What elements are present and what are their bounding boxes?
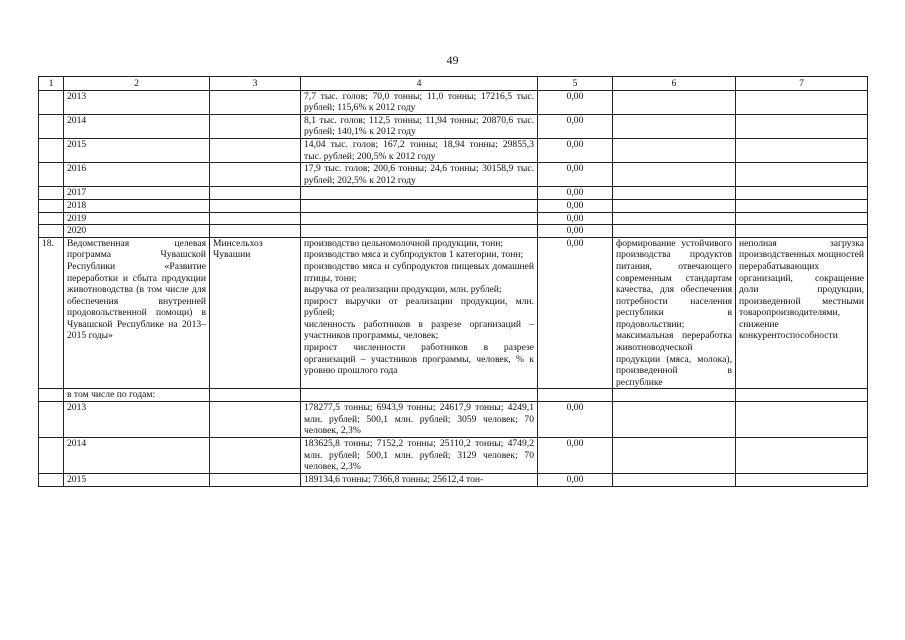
amount-cell: 0,00 bbox=[538, 138, 613, 162]
amount-cell: 0,00 bbox=[538, 438, 613, 474]
table-row bbox=[39, 212, 868, 225]
page-number: 49 bbox=[446, 53, 459, 67]
indicator-line: прирост численности работников в разрезе организаций – участников программы, человек, % к уровню прошлого года bbox=[304, 342, 534, 377]
program-row bbox=[39, 237, 868, 389]
table-row bbox=[39, 90, 868, 114]
indicators-cell bbox=[301, 187, 538, 200]
indicator-line: производство мяса и субпродуктов пищевых домашней птицы, тонн; bbox=[304, 260, 534, 284]
indicators-cell bbox=[301, 225, 538, 238]
header-col-1: 1 bbox=[39, 77, 64, 91]
indicators-cell: 189134,6 тонны; 7366,8 тонны; 25612,4 тон- bbox=[301, 474, 538, 487]
amount-cell: 0,00 bbox=[538, 474, 613, 487]
indicators-cell: 17,9 тыс. голов; 200,6 тонны; 24,6 тонны; 30158,9 тыс. рублей; 202,5% к 2012 году bbox=[301, 163, 538, 187]
program-result: формирование устойчивого производства продуктов питания, отвечающего современным стандартам качества, для обеспечения потребности населения республики в продовольствии; максимальная переработка животноводческой продукции (мяса, молока), произведенной в республике bbox=[613, 237, 736, 389]
table-row bbox=[39, 163, 868, 187]
header-col-7: 7 bbox=[736, 77, 868, 91]
amount-cell: 0,00 bbox=[538, 90, 613, 114]
indicator-line: численность работников в разрезе организаций – участников программы, человек; bbox=[304, 318, 534, 342]
table-row bbox=[39, 225, 868, 238]
table-row bbox=[39, 199, 868, 212]
table-row bbox=[39, 474, 868, 487]
by-years-row bbox=[39, 389, 868, 402]
header-row bbox=[39, 77, 868, 91]
year-cell: 2020 bbox=[64, 225, 210, 238]
year-cell: 2015 bbox=[64, 474, 210, 487]
header-col-5: 5 bbox=[538, 77, 613, 91]
indicator-line: выручка от реализации продукции, млн. рублей; bbox=[304, 284, 502, 296]
indicators-cell: 183625,8 тонны; 7152,2 тонны; 25110,2 тонны; 4749,2 млн. рублей; 500,1 млн. рублей; 3129 человек; 70 человек, 2,3% bbox=[301, 438, 538, 474]
indicators-cell: 178277,5 тонны; 6943,9 тонны; 24617,9 тонны; 4249,1 млн. рублей; 500,1 млн. рублей; 3059 человек; 70 человек, 2,3% bbox=[301, 402, 538, 438]
program-indicators bbox=[301, 237, 538, 389]
year-cell: 2016 bbox=[64, 163, 210, 187]
amount-cell: 0,00 bbox=[538, 114, 613, 138]
indicators-cell bbox=[301, 199, 538, 212]
indicator-line: прирост выручки от реализации продукции, млн. рублей; bbox=[304, 295, 534, 319]
program-risks: неполная загрузка производственных мощностей перерабатывающих организаций, сокращение доли продукции, произведенной местными товаропроизводителями, снижение конкурентоспособности bbox=[736, 237, 868, 389]
year-cell: 2013 bbox=[64, 402, 210, 438]
year-cell: 2013 bbox=[64, 90, 210, 114]
header-col-6: 6 bbox=[613, 77, 736, 91]
table-row bbox=[39, 402, 868, 438]
amount-cell: 0,00 bbox=[538, 402, 613, 438]
year-cell: 2017 bbox=[64, 187, 210, 200]
indicators-cell: 14,04 тыс. голов; 167,2 тонны; 18,94 тонны; 29855,3 тыс. рублей; 200,5% к 2012 году bbox=[301, 138, 538, 162]
header-col-3: 3 bbox=[210, 77, 301, 91]
indicator-line: производство цельномолочной продукции, тонн; bbox=[304, 237, 504, 249]
indicators-cell bbox=[301, 212, 538, 225]
amount-cell: 0,00 bbox=[538, 225, 613, 238]
amount-cell: 0,00 bbox=[538, 199, 613, 212]
indicator-line: производство мяса и субпродуктов 1 категории, тонн; bbox=[304, 249, 524, 261]
table-row bbox=[39, 438, 868, 474]
year-cell: 2014 bbox=[64, 438, 210, 474]
program-executor: Минсельхоз Чувашии bbox=[210, 237, 301, 389]
table-row bbox=[39, 187, 868, 200]
amount-cell: 0,00 bbox=[538, 187, 613, 200]
header-col-4: 4 bbox=[301, 77, 538, 91]
program-number: 18. bbox=[39, 237, 64, 389]
year-cell: 2018 bbox=[64, 199, 210, 212]
table-row bbox=[39, 138, 868, 162]
program-table bbox=[38, 76, 868, 487]
table-row bbox=[39, 114, 868, 138]
by-years-label: в том числе по годам: bbox=[64, 389, 210, 402]
year-cell: 2014 bbox=[64, 114, 210, 138]
year-cell: 2015 bbox=[64, 138, 210, 162]
amount-cell: 0,00 bbox=[538, 163, 613, 187]
indicators-cell: 7,7 тыс. голов; 70,0 тонны; 11,0 тонны; 17216,5 тыс. рублей; 115,6% к 2012 году bbox=[301, 90, 538, 114]
program-name: Ведомственная целевая программа Чувашской Республики «Развитие переработки и сбыта продукции животноводства (в том числе для обеспечения внутренней продовольственной помощи) в Чувашской Республике на 2013–2015 годы» bbox=[64, 237, 210, 389]
program-amount: 0,00 bbox=[538, 237, 613, 389]
header-col-2: 2 bbox=[64, 77, 210, 91]
amount-cell: 0,00 bbox=[538, 212, 613, 225]
year-cell: 2019 bbox=[64, 212, 210, 225]
indicators-cell: 8,1 тыс. голов; 112,5 тонны; 11,94 тонны; 20870,6 тыс. рублей; 140,1% к 2012 году bbox=[301, 114, 538, 138]
